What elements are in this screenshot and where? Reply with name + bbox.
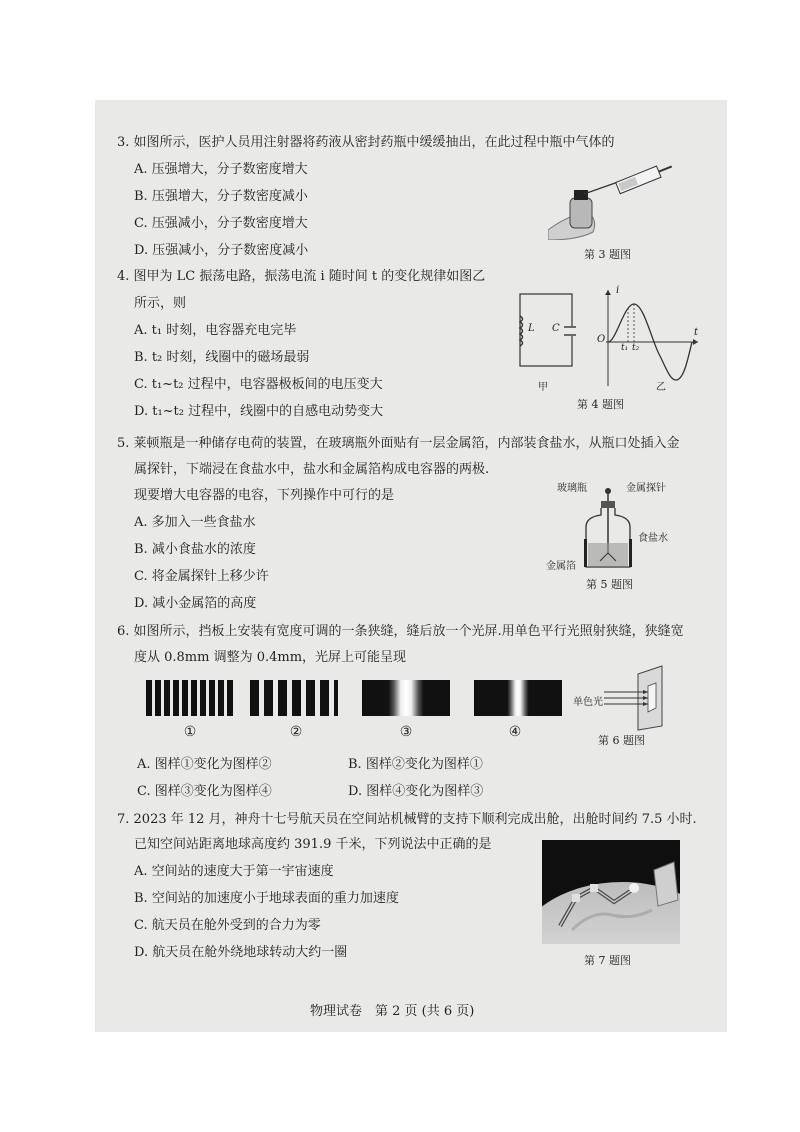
pattern-4-fringes bbox=[474, 680, 562, 716]
q5-option-a: A. 多加入一些食盐水 bbox=[134, 515, 256, 530]
q4-current-graph bbox=[598, 286, 702, 390]
foil-right bbox=[629, 539, 632, 567]
q4-option-a: A. t₁ 时刻，电容器充电完毕 bbox=[134, 323, 297, 338]
q7-option-c: C. 航天员在舱外受到的合力为零 bbox=[134, 918, 321, 933]
q4-stem-line2: 所示，则 bbox=[134, 296, 187, 311]
q5-option-d: D. 减小金属箔的高度 bbox=[134, 596, 257, 611]
q7-option-d: D. 航天员在舱外绕地球转动大约一圈 bbox=[134, 945, 348, 960]
vial-shape bbox=[570, 198, 592, 228]
t-axis-arrow bbox=[693, 339, 698, 345]
q3-caption: 第 3 题图 bbox=[584, 248, 631, 261]
bottle-label: 玻璃瓶 bbox=[557, 483, 587, 494]
astronaut-shape bbox=[629, 883, 639, 893]
i-axis-arrow bbox=[605, 290, 611, 295]
q4-stem-line1: 4. 图甲为 LC 振荡电路，振荡电流 i 随时间 t 的变化规律如图乙 bbox=[117, 269, 486, 284]
q7-option-a: A. 空间站的速度大于第一宇宙速度 bbox=[134, 864, 334, 879]
q4-lc-circuit-figure bbox=[514, 290, 576, 372]
q3-syringe-figure bbox=[548, 160, 676, 240]
q6-slit-setup-figure bbox=[600, 664, 682, 732]
pattern-4-label: ④ bbox=[508, 724, 522, 740]
q6-stem-line2: 度从 0.8mm 调整为 0.4mm，光屏上可能呈现 bbox=[134, 650, 407, 665]
q3-option-d: D. 压强减小，分子数密度减小 bbox=[134, 243, 309, 258]
plunger-line bbox=[659, 166, 672, 171]
q4-caption: 第 4 题图 bbox=[577, 398, 624, 411]
light-label: 单色光 bbox=[573, 697, 603, 708]
q3-option-a: A. 压强增大，分子数密度增大 bbox=[134, 162, 308, 177]
q7-stem-line2: 已知空间站距离地球高度约 391.9 千米，下列说法中正确的是 bbox=[134, 837, 492, 852]
t1-label: t₁ bbox=[621, 343, 629, 353]
pattern-3-fringes bbox=[362, 680, 450, 716]
arm-joint-2 bbox=[590, 884, 598, 892]
origin-label: O bbox=[597, 334, 606, 345]
q5-option-c: C. 将金属探针上移少许 bbox=[134, 569, 269, 584]
pattern-3-label: ③ bbox=[399, 724, 413, 740]
capacitor-label: C bbox=[552, 323, 560, 334]
pattern-2-fringes bbox=[250, 680, 338, 716]
q5-leyden-jar-figure bbox=[570, 487, 648, 575]
q4-option-d: D. t₁~t₂ 过程中，线圈中的自感电动势变大 bbox=[134, 404, 384, 419]
foil-label: 金属箔 bbox=[546, 561, 576, 572]
q5-stem-line2: 属探针，下端浸在食盐水中，盐水和金属箔构成电容器的两极. bbox=[134, 462, 490, 477]
fig-yi-label: 乙 bbox=[656, 382, 666, 393]
i-axis-label: i bbox=[616, 285, 620, 296]
q6-option-a: A. 图样①变化为图样② bbox=[137, 757, 272, 772]
pattern-2-label: ② bbox=[289, 724, 303, 740]
t-axis-label: t bbox=[694, 327, 699, 338]
q5-stem-line3: 现要增大电容器的电容，下列操作中可行的是 bbox=[134, 488, 395, 503]
q5-caption: 第 5 题图 bbox=[586, 578, 633, 591]
q3-option-b: B. 压强增大，分子数密度减小 bbox=[134, 189, 308, 204]
q6-option-d: D. 图样④变化为图样③ bbox=[348, 784, 484, 799]
needle-line bbox=[584, 182, 618, 194]
q3-stem: 3. 如图所示，医护人员用注射器将药液从密封药瓶中缓缓抽出，在此过程中瓶中气体的 bbox=[117, 135, 615, 150]
q7-caption: 第 7 题图 bbox=[584, 954, 631, 967]
q7-space-station-photo bbox=[542, 840, 680, 944]
foil-left bbox=[584, 539, 587, 567]
q7-stem-line1: 7. 2023 年 12 月，神舟十七号航天员在空间站机械臂的支持下顺利完成出舱，出舱时间约 7.5 小时. bbox=[117, 812, 697, 827]
probe-knob bbox=[605, 488, 611, 494]
q6-option-b: B. 图样②变化为图样① bbox=[348, 757, 483, 772]
vial-cap-shape bbox=[574, 190, 588, 200]
q6-option-c: C. 图样③变化为图样④ bbox=[137, 784, 272, 799]
q6-stem-line1: 6. 如图所示，挡板上安装有宽度可调的一条狭缝，缝后放一个光屏.用单色平行光照射狭缝，狭缝宽 bbox=[117, 624, 684, 639]
inductor-label: L bbox=[528, 323, 535, 334]
pattern-1-label: ① bbox=[183, 724, 197, 740]
q6-caption: 第 6 题图 bbox=[598, 734, 645, 747]
pattern-1-fringes bbox=[146, 680, 234, 716]
slit-opening bbox=[648, 683, 656, 712]
salt-water-label: 食盐水 bbox=[638, 533, 668, 544]
probe-label: 金属探针 bbox=[626, 483, 666, 494]
t2-label: t₂ bbox=[632, 343, 640, 353]
q5-stem-line1: 5. 莱顿瓶是一种储存电荷的装置，在玻璃瓶外面贴有一层金属箔，内部装食盐水，从瓶口处插入金 bbox=[117, 436, 680, 451]
station-module bbox=[654, 862, 678, 906]
q5-option-b: B. 减小食盐水的浓度 bbox=[134, 542, 256, 557]
fig-jia-label: 甲 bbox=[538, 382, 548, 393]
q4-option-c: C. t₁~t₂ 过程中，电容器极板间的电压变大 bbox=[134, 377, 383, 392]
q7-option-b: B. 空间站的加速度小于地球表面的重力加速度 bbox=[134, 891, 399, 906]
salt-water-shape bbox=[588, 543, 628, 566]
arm-joint-1 bbox=[572, 894, 580, 902]
q3-option-c: C. 压强减小，分子数密度增大 bbox=[134, 216, 308, 231]
page-footer: 物理试卷 第 2 页 (共 6 页) bbox=[310, 1004, 475, 1019]
stopper-shape bbox=[601, 501, 615, 508]
q4-option-b: B. t₂ 时刻，线圈中的磁场最弱 bbox=[134, 350, 310, 365]
